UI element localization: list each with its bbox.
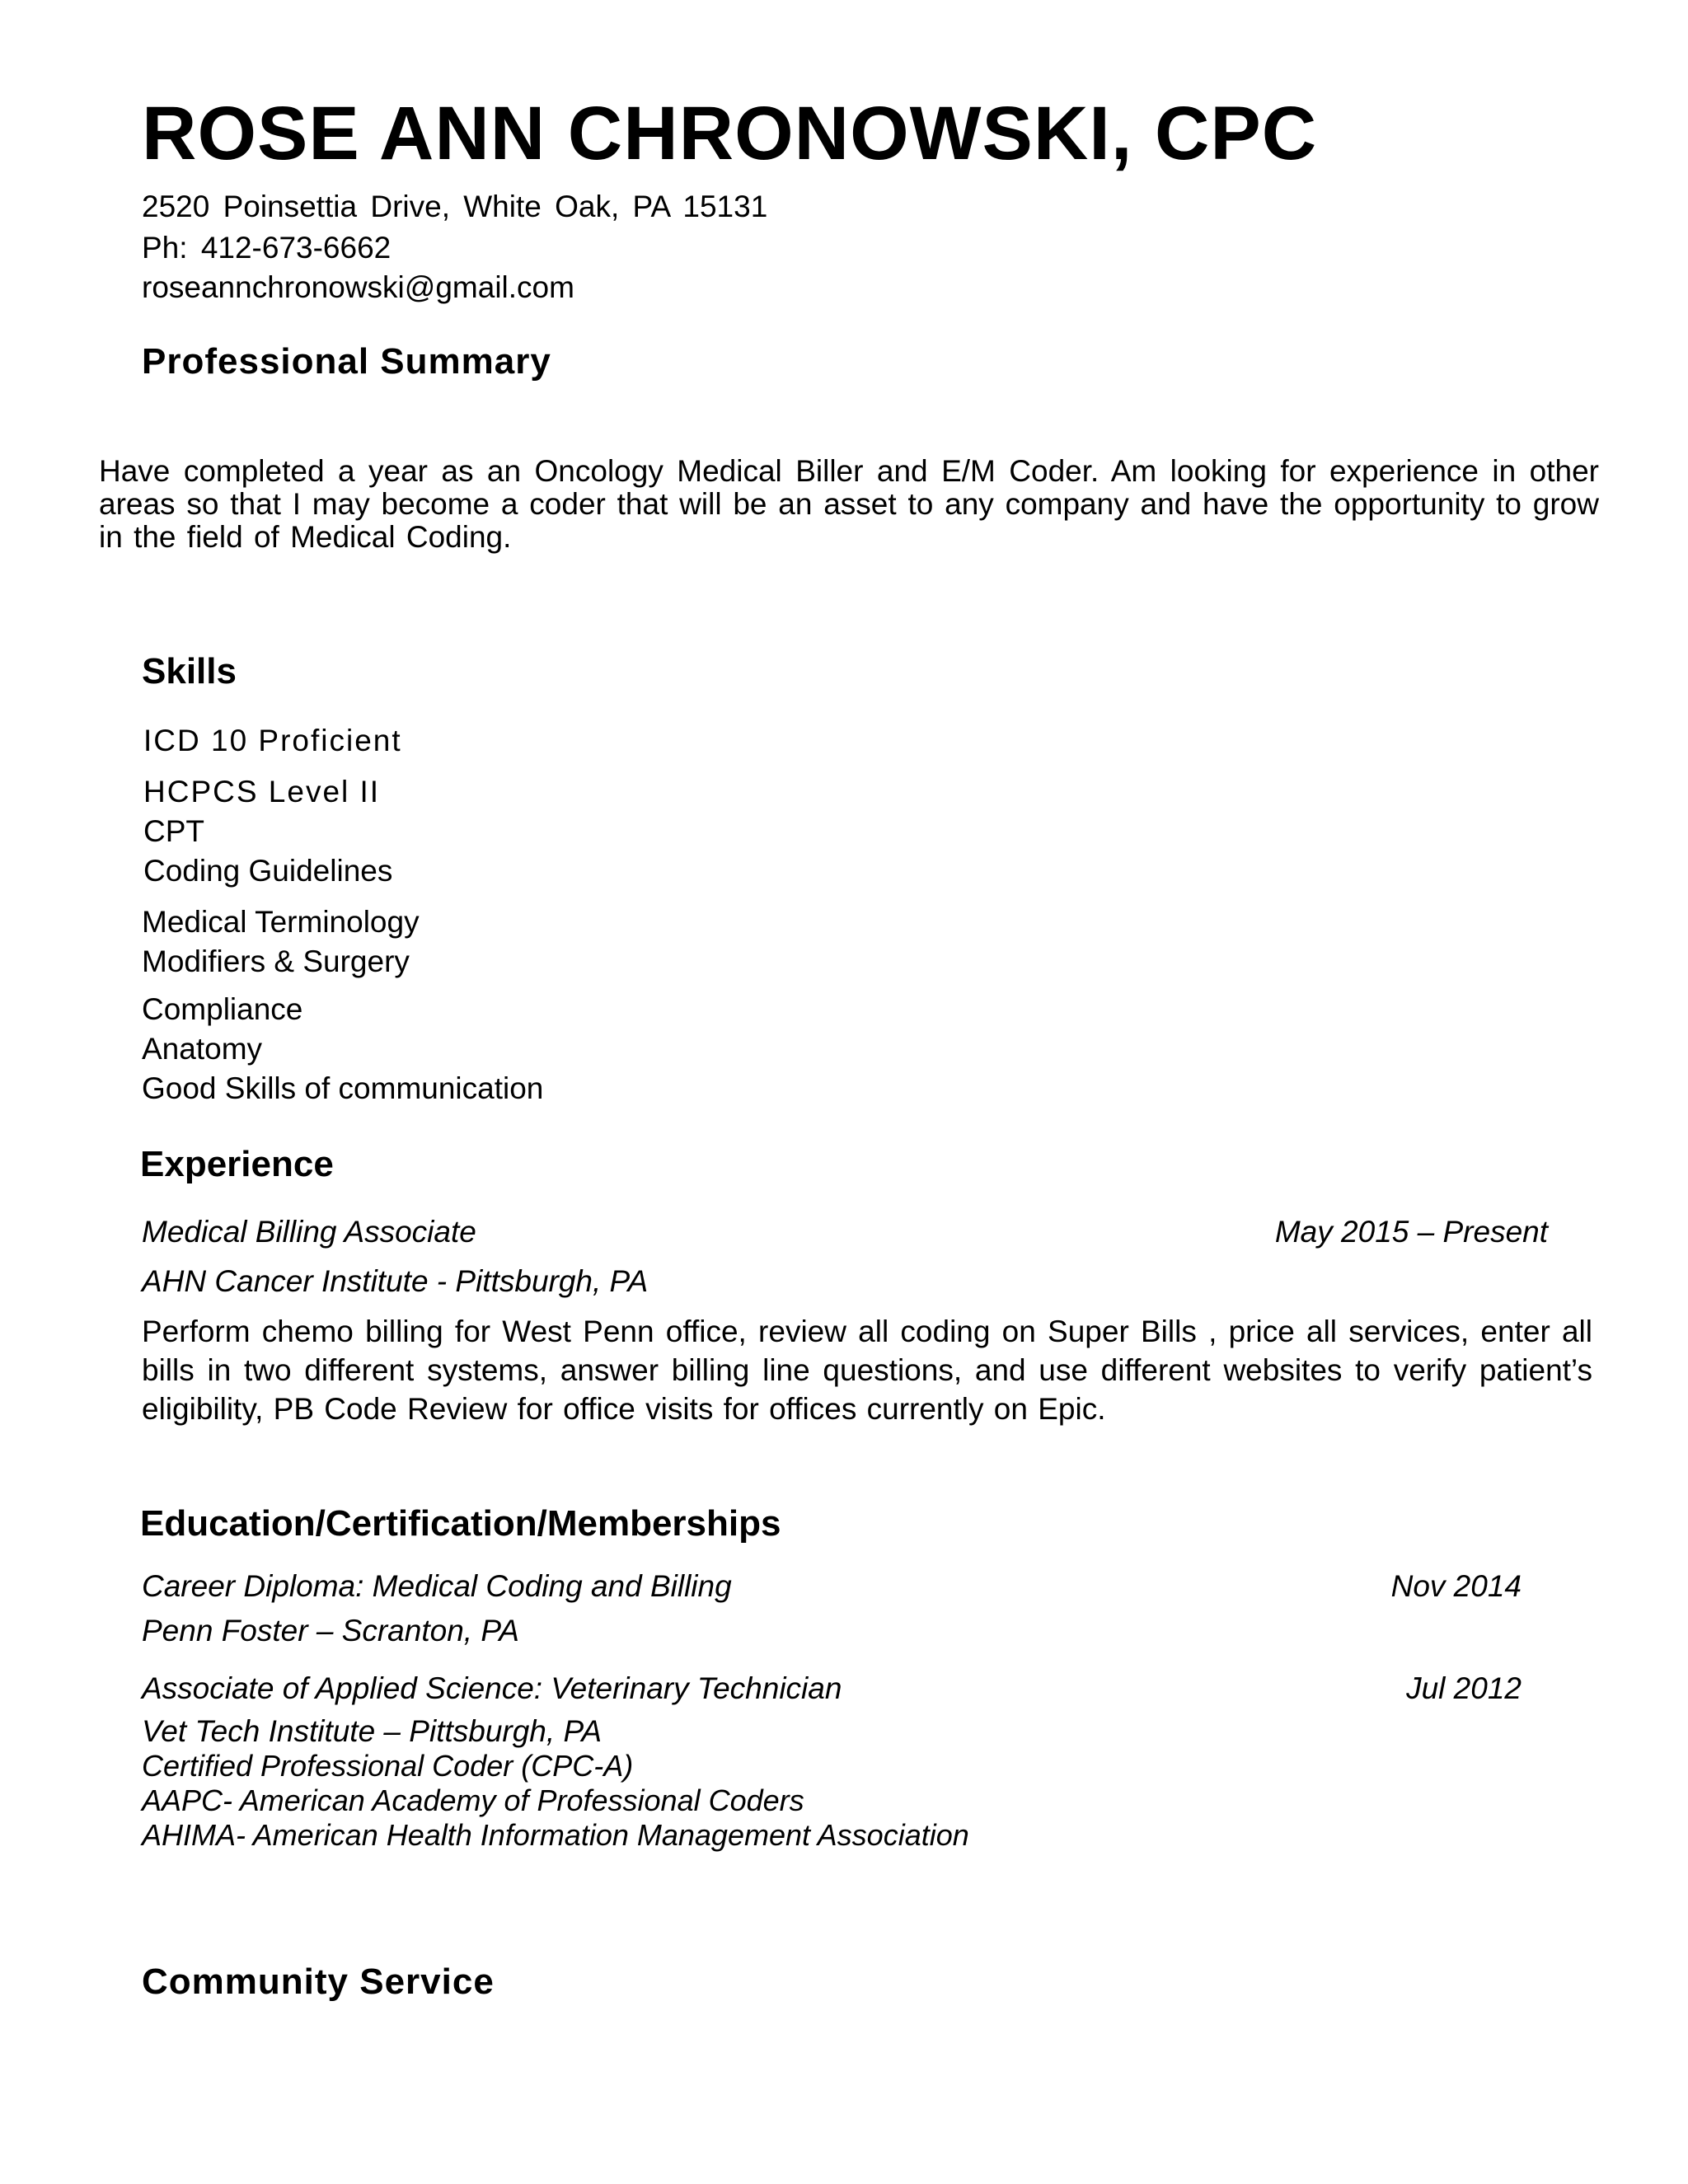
summary-heading: Professional Summary bbox=[142, 341, 551, 382]
job-title: Medical Billing Associate bbox=[142, 1215, 476, 1249]
education-date: Nov 2014 bbox=[1390, 1569, 1522, 1603]
skill-item: CPT bbox=[143, 814, 204, 848]
experience-heading: Experience bbox=[140, 1144, 334, 1184]
education-heading: Education/Certification/Memberships bbox=[140, 1503, 781, 1544]
skill-item: ICD 10 Proficient bbox=[143, 724, 402, 757]
skill-item: Compliance bbox=[142, 992, 303, 1026]
skills-heading: Skills bbox=[142, 651, 237, 691]
community-heading: Community Service bbox=[142, 1961, 495, 2002]
skill-item: Coding Guidelines bbox=[143, 854, 393, 888]
education-degree: Career Diploma: Medical Coding and Billing bbox=[142, 1569, 732, 1603]
summary-text: Have completed a year as an Oncology Medical Biller and E/M Coder. Am looking for experience in other areas so that I may become a coder that will be an asset to any company and have the opportunity to grow in the field of Medical Coding. bbox=[99, 454, 1599, 554]
education-date: Jul 2012 bbox=[1406, 1671, 1522, 1705]
skill-item: Modifiers & Surgery bbox=[142, 944, 410, 978]
education-school: Penn Foster – Scranton, PA bbox=[142, 1614, 519, 1647]
contact-address: 2520 Poinsettia Drive, White Oak, PA 15131 bbox=[142, 190, 768, 223]
contact-phone: Ph: 412-673-6662 bbox=[142, 231, 392, 265]
job-description: Perform chemo billing for West Penn office, review all coding on Super Bills , price all services, enter all bills in two different systems, answer billing line questions, and use different websites to verify patient’s eligibility, PB Code Review for office visits for offices currently on Epic. bbox=[142, 1315, 1592, 1426]
skill-item: Anatomy bbox=[142, 1032, 263, 1066]
skill-item: Medical Terminology bbox=[142, 905, 420, 939]
membership-item: Certified Professional Coder (CPC-A) bbox=[142, 1749, 634, 1783]
contact-email[interactable]: roseannchronowski@gmail.com bbox=[142, 270, 574, 304]
membership-item: AHIMA- American Health Information Management Association bbox=[142, 1818, 969, 1852]
membership-item: AAPC- American Academy of Professional Coders bbox=[142, 1783, 804, 1817]
job-employer: AHN Cancer Institute - Pittsburgh, PA bbox=[142, 1264, 649, 1298]
skill-item: Good Skills of communication bbox=[142, 1071, 544, 1105]
resume-name: ROSE ANN CHRONOWSKI, CPC bbox=[142, 91, 1318, 176]
education-school: Vet Tech Institute – Pittsburgh, PA bbox=[142, 1714, 603, 1748]
skill-item: HCPCS Level II bbox=[143, 775, 381, 808]
job-dates: May 2015 – Present bbox=[1274, 1215, 1548, 1249]
education-degree: Associate of Applied Science: Veterinary Technician bbox=[142, 1671, 842, 1705]
